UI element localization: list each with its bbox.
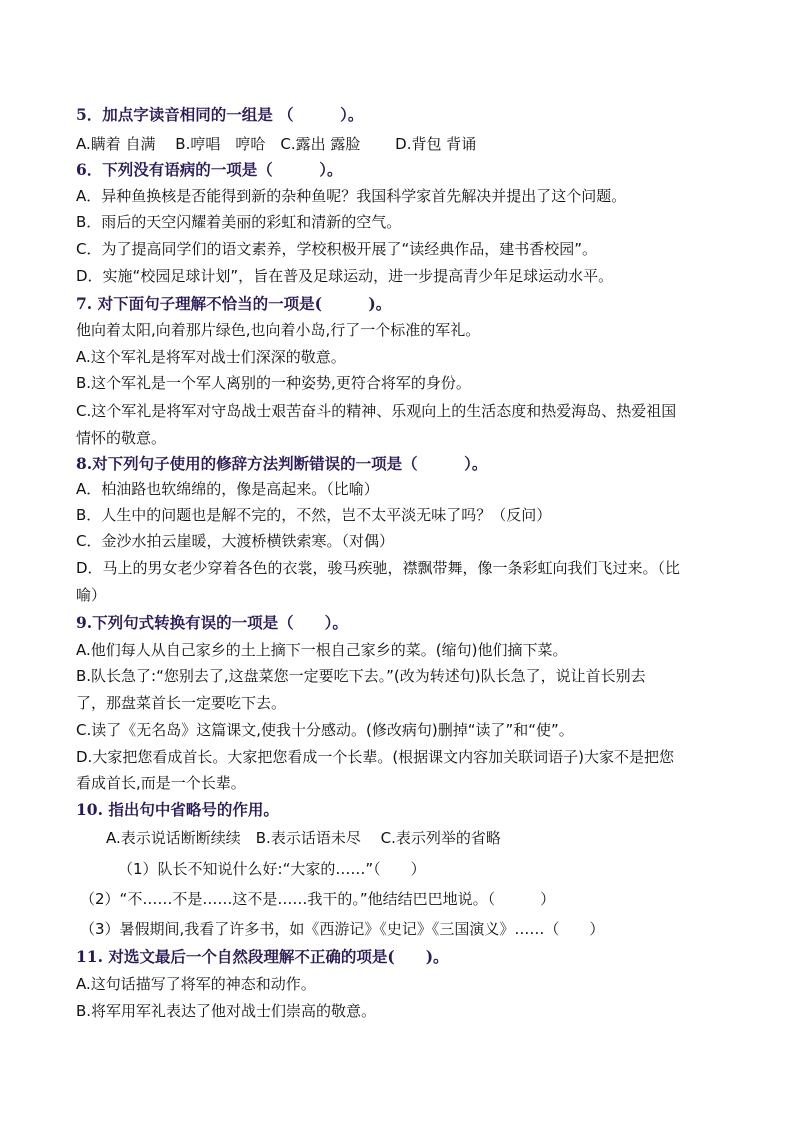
question-10-item-1: （1）队长不知说什么好:“大家的……”（ ） bbox=[118, 860, 426, 878]
question-11-option-a: A.这句话描写了将军的神态和动作。 bbox=[76, 975, 316, 993]
question-7-sentence: 他向着太阳,向着那片绿色,也向着小岛,行了一个标准的军礼。 bbox=[76, 321, 481, 339]
question-10-choices: A.表示说话断断续续 B.表示话语未尽 C.表示列举的省略 bbox=[106, 829, 501, 847]
question-8-title: 8.对下列句子使用的修辞方法判断错误的一项是（ ）。 bbox=[76, 454, 488, 473]
question-5-title: 5．加点字读音相同的一组是 （ ）。 bbox=[76, 105, 364, 124]
question-6-option-a: A．异种鱼换核是否能得到新的杂种鱼呢？我国科学家首先解决并提出了这个问题。 bbox=[76, 187, 627, 205]
question-9-option-c: C.读了《无名岛》这篇课文,使我十分感动。(修改病句)删掉“读了”和“使”。 bbox=[76, 721, 574, 739]
question-9-option-b: B.队长急了:“您别去了,这盘菜您一定要吃下去。”(改为转述句)队长急了，说让首长别去 bbox=[76, 667, 646, 685]
question-9-option-d-cont: 看成首长,而是一个长辈。 bbox=[76, 774, 246, 792]
question-6-option-d: D．实施“校园足球计划”，旨在普及足球运动，进一步提高青少年足球运动水平。 bbox=[76, 267, 614, 285]
question-8-option-d: D．马上的男女老少穿着各色的衣裳，骏马疾驰，襟飘带舞，像一条彩虹向我们飞过来。（比 bbox=[76, 559, 681, 577]
question-8-option-b: B．人生中的问题也是解不完的，不然，岂不太平淡无味了吗？（反问） bbox=[76, 506, 552, 524]
question-6-option-c: C．为了提高同学们的语文素养，学校积极开展了“读经典作品，建书香校园”。 bbox=[76, 240, 598, 258]
question-7-option-a: A.这个军礼是将军对战士们深深的敬意。 bbox=[76, 348, 346, 366]
question-10-title: 10. 指出句中省略号的作用。 bbox=[76, 800, 279, 819]
question-5-options: A.瞒着 自满 B.哼唱 哼哈 C.露出 露脸 D.背包 背诵 bbox=[76, 135, 477, 153]
question-9-title: 9.下列句式转换有误的一项是（ ）。 bbox=[76, 613, 348, 632]
question-6-option-b: B．雨后的天空闪耀着美丽的彩虹和清新的空气。 bbox=[76, 213, 402, 231]
question-11-title: 11. 对选文最后一个自然段理解不正确的项是( )。 bbox=[76, 947, 449, 966]
question-8-option-a: A．柏油路也软绵绵的，像是高起来。（比喻） bbox=[76, 480, 379, 498]
question-10-item-2: （2）“不……不是……这不是……我干的。”他结结巴巴地说。（ ） bbox=[80, 890, 556, 908]
question-8-option-d-cont: 喻） bbox=[76, 586, 107, 604]
question-7-option-b: B.这个军礼是一个军人离别的一种姿势,更符合将军的身份。 bbox=[76, 374, 471, 392]
question-8-option-c: C．金沙水拍云崖暖，大渡桥横铁索寒。（对偶） bbox=[76, 532, 394, 550]
question-7-option-c-cont: 情怀的敬意。 bbox=[76, 429, 167, 447]
question-10-item-3: （3）暑假期间,我看了许多书，如《西游记》《史记》《三国演义》……（ ） bbox=[80, 920, 605, 938]
question-6-title: 6．下列没有语病的一项是（ ）。 bbox=[76, 160, 343, 179]
question-7-title: 7. 对下面句子理解不恰当的一项是( )。 bbox=[76, 294, 392, 313]
question-9-option-a: A.他们每人从自己家乡的土上摘下一根自己家乡的菜。(缩句)他们摘下菜。 bbox=[76, 641, 568, 659]
question-11-option-b: B.将军用军礼表达了他对战士们崇高的敬意。 bbox=[76, 1002, 377, 1020]
question-7-option-c: C.这个军礼是将军对守岛战士艰苦奋斗的精神、乐观向上的生活态度和热爱海岛、热爱祖国 bbox=[76, 402, 677, 420]
question-9-option-d: D.大家把您看成首长。大家把您看成一个长辈。(根据课文内容加关联词语子)大家不是把您 bbox=[76, 748, 675, 766]
question-9-option-b-cont: 了，那盘菜首长一定要吃下去。 bbox=[76, 694, 287, 712]
